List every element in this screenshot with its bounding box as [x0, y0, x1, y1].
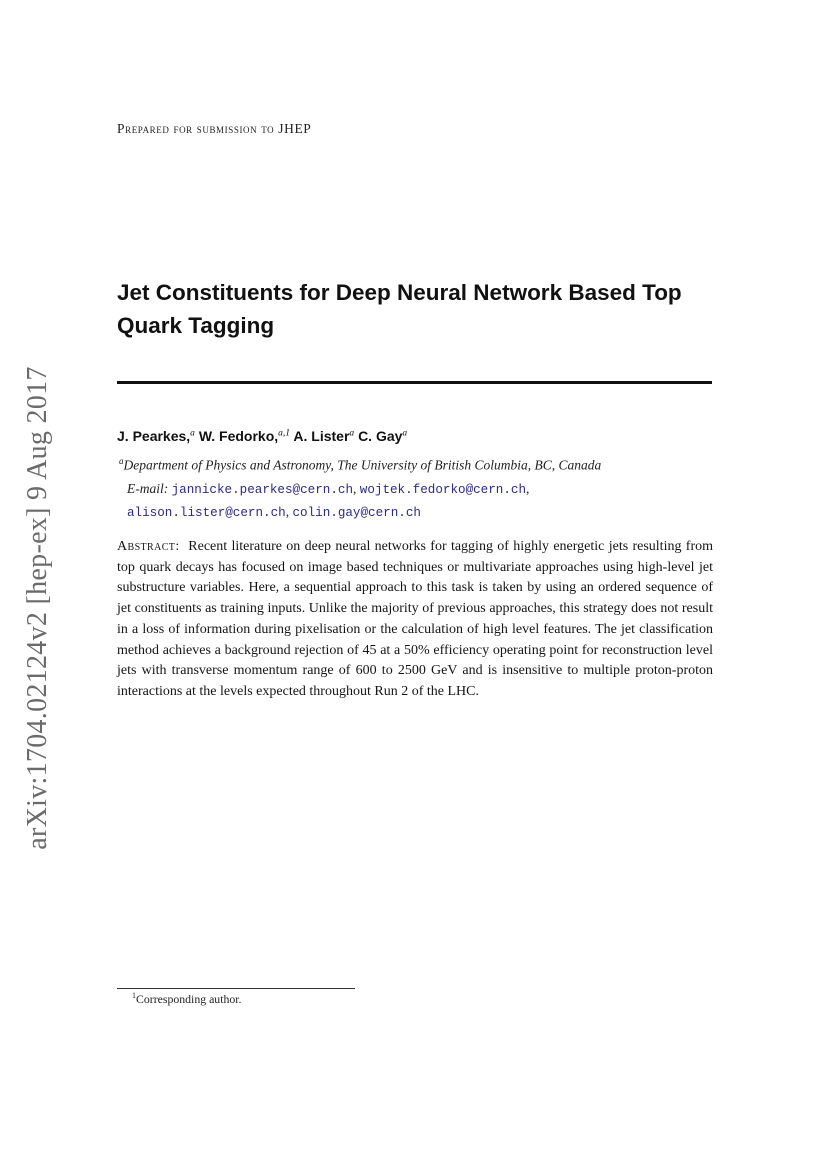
- author-affiliation-mark: a,1: [278, 428, 291, 439]
- footnote-mark: 1: [132, 991, 136, 1000]
- title-line-1: Jet Constituents for Deep Neural Network Based Top: [117, 280, 682, 305]
- author-name: W. Fedorko,: [198, 428, 279, 444]
- email-link[interactable]: alison.lister@cern.ch: [127, 506, 286, 520]
- author-name: J. Pearkes,: [117, 428, 191, 444]
- author-list: [117, 428, 407, 444]
- email-label: E-mail:: [127, 481, 169, 496]
- affiliation-text: Department of Physics and Astronomy, The University of British Columbia, BC, Canada: [123, 457, 602, 473]
- title-rule: [117, 381, 712, 384]
- abstract-text: Recent literature on deep neural networks for tagging of highly energetic jets resulting from top quark decays has focused on image based techniques or multivariate approaches using high-level jet substructure variables. Here, a sequential approach to this task is taken by using an ordered sequence of jet constituents as training inputs. Unlike the majority of previous approaches, this strategy does not result in a loss of information during pixelisation or the calculation of high level features. The jet classification method achieves a background rejection of 45 at a 50% efficiency operating point for reconstruction level jets with transverse momentum range of 600 to 2500 GeV and is insensitive to multiple proton-proton interactions at the levels expected throughout Run 2 of the LHC.: [117, 539, 713, 699]
- email-block: E-mail: jannicke.pearkes@cern.ch, wojtek.fedorko@cern.ch, alison.lister@cern.ch, colin.gay@cern.ch: [127, 481, 530, 520]
- email-link[interactable]: wojtek.fedorko@cern.ch: [359, 483, 527, 497]
- author-name: A. Lister: [293, 428, 350, 444]
- abstract: [117, 537, 713, 703]
- author-affiliation-mark: a: [349, 428, 355, 439]
- footnote: [132, 991, 242, 1007]
- email-link[interactable]: colin.gay@cern.ch: [292, 506, 421, 520]
- author-affiliation-mark: a: [402, 428, 408, 439]
- affiliation-mark: a: [119, 456, 124, 466]
- abstract-label: Abstract:: [117, 539, 180, 554]
- affiliation: [119, 456, 601, 474]
- author-name: C. Gay: [358, 428, 403, 444]
- paper-title: [117, 276, 717, 342]
- footnote-text: Corresponding author.: [136, 991, 242, 1006]
- arxiv-identifier: arXiv:1704.02124v2 [hep-ex] 9 Aug 2017: [22, 366, 53, 850]
- author-affiliation-mark: a: [190, 428, 195, 439]
- title-line-2: Quark Tagging: [117, 313, 275, 338]
- email-link[interactable]: jannicke.pearkes@cern.ch: [171, 483, 354, 497]
- footnote-rule: [117, 988, 355, 989]
- journal-submission-note: Prepared for submission to JHEP: [117, 121, 312, 136]
